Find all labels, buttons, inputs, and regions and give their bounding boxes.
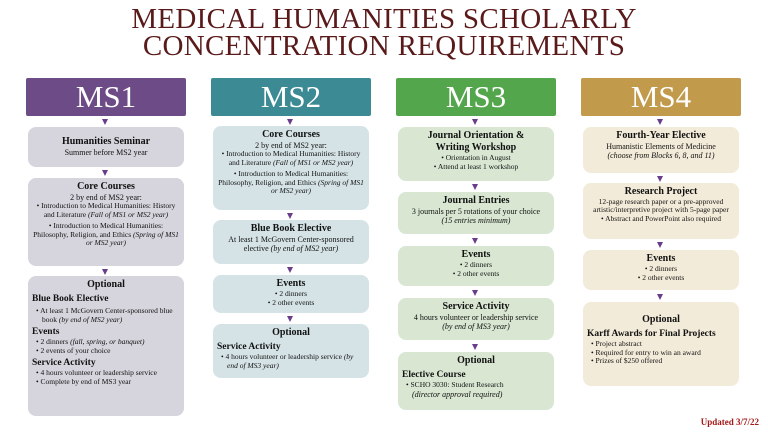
arrow-icon	[287, 267, 293, 273]
arrow-icon	[472, 290, 478, 296]
arrow-icon	[472, 238, 478, 244]
arrow-icon	[657, 242, 663, 248]
ms4-karff-item-3: • Prizes of $250 offered	[587, 357, 735, 366]
arrow-icon	[287, 213, 293, 219]
ms3-header: MS3	[396, 78, 556, 116]
ms4-header: MS4	[581, 78, 741, 116]
ms4-research-title: Research Project	[624, 186, 698, 197]
ms2-core-item-1: • Introduction to Medical Humanities: History and Literature (Fall of MS1 or MS2 year)	[217, 150, 365, 167]
arrow-icon	[472, 119, 478, 125]
ms3-elective-note: (director approval required)	[412, 389, 503, 399]
ms1-bbe-item: • At least 1 McGovern Center-sponsored blue book (by end of MS2 year)	[32, 307, 180, 324]
ms3-elective-item: • SCHO 3030: Student Research	[402, 381, 550, 390]
ms3-events-title: Events	[461, 249, 491, 260]
arrow-icon	[657, 294, 663, 300]
ms1-events-item-2: • 2 events of your choice	[32, 347, 180, 356]
ms2-header: MS2	[211, 78, 371, 116]
ms3-service-sub: 4 hours volunteer or leadership service	[413, 313, 539, 322]
ms2-service-title: Service Activity	[217, 342, 281, 352]
ms3-journal-sub: 3 journals per 5 rotations of your choice	[411, 207, 541, 216]
ms4-events-box	[583, 250, 739, 290]
ms4-research-sub: 12-page research paper or a pre-approved artistic/interpretive project with 5-page paper	[593, 197, 729, 215]
ms4-fourth-year-title: Fourth-Year Elective	[616, 130, 706, 141]
ms4-optional-box	[583, 302, 739, 386]
ms4-fourth-year-box	[583, 127, 739, 173]
ms2-core-item-2: • Introduction to Medical Humanities: Philosophy, Religion, and Ethics (Spring of MS1 or MS2 year)	[217, 170, 365, 196]
ms4-research-item: • Abstract and PowerPoint also required	[587, 215, 735, 224]
ms1-seminar-title: Humanities Seminar	[61, 136, 151, 147]
ms4-fourth-year-note: (choose from Blocks 6, 8, and 11)	[607, 151, 715, 160]
ms1-core-sub: 2 by end of MS2 year:	[70, 193, 142, 202]
ms3-events-item-1: • 2 dinners	[402, 261, 550, 270]
ms2-events-item-1: • 2 dinners	[217, 290, 365, 299]
ms1-core-box	[28, 178, 184, 266]
ms2-core-title: Core Courses	[262, 129, 320, 140]
ms2-optional-title: Optional	[272, 327, 310, 338]
ms4-fourth-year-sub: Humanistic Elements of Medicine	[606, 142, 716, 151]
ms1-core-item-2: • Introduction to Medical Humanities: Philosophy, Religion, and Ethics (Spring of MS1 or MS2 year)	[32, 222, 180, 248]
arrow-icon	[657, 119, 663, 125]
ms3-service-box	[398, 298, 554, 340]
ms3-journal-box	[398, 192, 554, 234]
arrow-icon	[287, 119, 293, 125]
ms2-optional-box	[213, 324, 369, 378]
ms1-header: MS1	[26, 78, 186, 116]
ms4-optional-title: Optional	[642, 314, 680, 325]
arrow-icon	[472, 344, 478, 350]
ms1-core-title: Core Courses	[77, 181, 135, 192]
ms1-seminar-sub: Summer before MS2 year	[64, 148, 148, 157]
ms1-core-item-1: • Introduction to Medical Humanities: History and Literature (Fall of MS1 or MS2 year)	[32, 202, 180, 219]
ms4-karff-item-2: • Required for entry to win an award	[587, 349, 735, 358]
title-line-2: CONCENTRATION REQUIREMENTS	[142, 30, 626, 62]
ms1-service-item-2: • Complete by end of MS3 year	[32, 378, 180, 387]
ms2-events-title: Events	[276, 278, 306, 289]
ms3-elective-title: Elective Course	[402, 370, 466, 380]
ms3-events-item-2: • 2 other events	[402, 270, 550, 279]
ms2-bbe-title: Blue Book Elective	[250, 223, 332, 234]
title-line-1: MEDICAL HUMANITIES SCHOLARLY	[131, 3, 637, 35]
ms3-journal-orientation-title: Journal Orientation & Writing Workshop	[427, 130, 525, 153]
arrow-icon	[657, 176, 663, 182]
arrow-icon	[102, 119, 108, 125]
ms4-events-item-2: • 2 other events	[587, 274, 735, 283]
ms3-optional-box	[398, 352, 554, 410]
ms3-journal-orientation-item-1: • Orientation in August	[402, 154, 550, 163]
ms4-karff-item-1: • Project abstract	[587, 340, 735, 349]
ms4-events-title: Events	[646, 253, 676, 264]
ms2-core-box	[213, 126, 369, 210]
ms1-events-item-1: • 2 dinners (fall, spring, or banquet)	[32, 338, 180, 347]
ms1-service-item-1: • 4 hours volunteer or leadership service	[32, 369, 180, 378]
ms1-events-title: Events	[32, 327, 60, 338]
ms2-bbe-box	[213, 220, 369, 264]
ms2-service-item: • 4 hours volunteer or leadership service (by end of MS3 year)	[217, 353, 365, 370]
ms4-karff-title: Karff Awards for Final Projects	[587, 329, 716, 339]
ms3-service-title: Service Activity	[442, 301, 510, 312]
ms1-seminar-box	[28, 127, 184, 167]
ms2-events-item-2: • 2 other events	[217, 299, 365, 308]
arrow-icon	[472, 184, 478, 190]
ms2-events-box	[213, 275, 369, 313]
ms3-events-box	[398, 246, 554, 286]
ms1-bbe-title: Blue Book Elective	[32, 294, 109, 304]
ms1-optional-title: Optional	[87, 279, 125, 290]
ms4-events-item-1: • 2 dinners	[587, 265, 735, 274]
arrow-icon	[102, 170, 108, 176]
ms1-service-title: Service Activity	[32, 358, 96, 369]
ms3-journal-orientation-item-2: • Attend at least 1 workshop	[402, 163, 550, 172]
updated-date: Updated 3/7/22	[700, 417, 759, 427]
ms2-bbe-sub: At least 1 McGovern Center-sponsored elective (by end of MS2 year)	[228, 235, 354, 253]
ms4-research-box	[583, 183, 739, 239]
ms3-optional-title: Optional	[457, 355, 495, 366]
page-title	[0, 3, 768, 62]
ms2-core-sub: 2 by end of MS2 year:	[255, 141, 327, 150]
arrow-icon	[102, 269, 108, 275]
ms1-optional-box	[28, 276, 184, 416]
arrow-icon	[287, 316, 293, 322]
ms3-service-note: (by end of MS3 year)	[442, 322, 510, 331]
ms3-journal-note: (15 entries minimum)	[441, 216, 511, 225]
ms3-journal-orientation-box	[398, 127, 554, 181]
ms3-journal-title: Journal Entries	[442, 195, 510, 206]
